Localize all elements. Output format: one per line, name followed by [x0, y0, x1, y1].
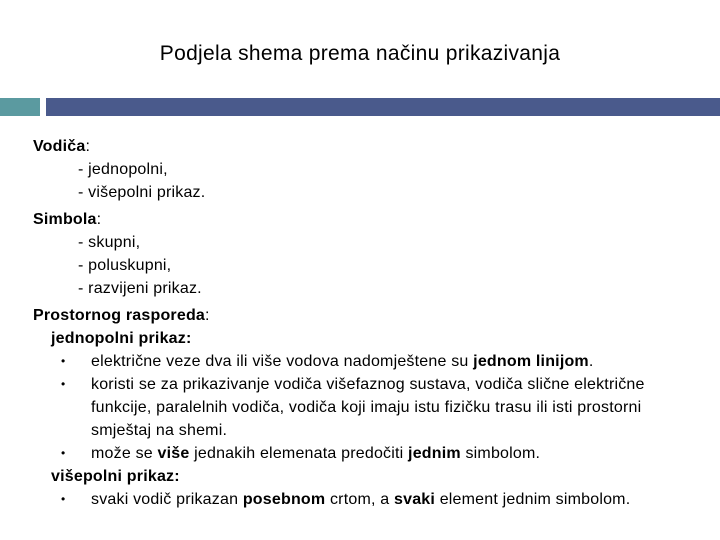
subsection-heading: višepolni prikaz: — [51, 468, 180, 485]
bullet-text: električne veze dva ili više vodova nadomještene su — [91, 353, 474, 370]
bullet-item — [33, 373, 708, 442]
bullet-item — [33, 442, 708, 465]
accent-bar-navy — [46, 98, 720, 116]
bullet-text: može se — [91, 445, 158, 462]
bullet-emphasis: više — [157, 445, 190, 462]
accent-bar-teal — [0, 98, 40, 116]
bullet-icon: • — [61, 354, 66, 368]
bullet-icon: • — [61, 377, 66, 391]
bullet-text: svaki vodič prikazan — [91, 491, 243, 508]
bullet-list — [33, 350, 708, 465]
bullet-item — [33, 350, 708, 373]
section-simbola — [33, 208, 708, 231]
section-label: Vodiča — [33, 138, 86, 155]
list-item: - razvijeni prikaz. — [78, 280, 202, 297]
section-colon: : — [85, 138, 91, 155]
bullet-line: smještaj na shemi. — [91, 422, 228, 439]
section-colon: : — [205, 307, 210, 324]
bullet-line: funkcije, paralelnih vodiča, vodiča koji imaju istu fizičku trasu ili isti prostorni — [91, 399, 642, 416]
bullet-list — [33, 488, 708, 511]
bullet-icon: • — [61, 446, 66, 460]
bullet-emphasis: jednim — [408, 445, 461, 462]
bullet-line: koristi se za prikazivanje vodiča višefaznog sustava, vodiča slične električne — [91, 376, 645, 393]
list-item: - jednopolni, — [78, 161, 168, 178]
bullet-emphasis: svaki — [394, 491, 436, 508]
list-item: - skupni, — [78, 234, 141, 251]
bullet-text: . — [588, 353, 594, 370]
bullet-item — [33, 488, 708, 511]
bullet-icon: • — [61, 492, 66, 506]
subsection-heading: jednopolni prikaz: — [51, 330, 192, 347]
bullet-text: crtom, a — [325, 491, 395, 508]
slide-title: Podjela shema prema načinu prikazivanja — [159, 42, 561, 65]
bullet-emphasis: posebnom — [242, 491, 326, 508]
section-vodica — [33, 135, 708, 158]
section-label: Simbola — [33, 211, 97, 228]
bullet-text: simbolom. — [460, 445, 541, 462]
section-colon: : — [96, 211, 102, 228]
bullet-text: element jednim simbolom. — [435, 491, 631, 508]
list-item: - višepolni prikaz. — [78, 184, 206, 201]
section-label: Prostornog rasporeda — [33, 307, 206, 324]
bullet-text: jednakih elemenata predočiti — [189, 445, 409, 462]
section-prostornog — [33, 304, 708, 327]
bullet-emphasis: jednom linijom — [473, 353, 589, 370]
slide-content — [33, 135, 708, 511]
list-item: - poluskupni, — [78, 257, 172, 274]
